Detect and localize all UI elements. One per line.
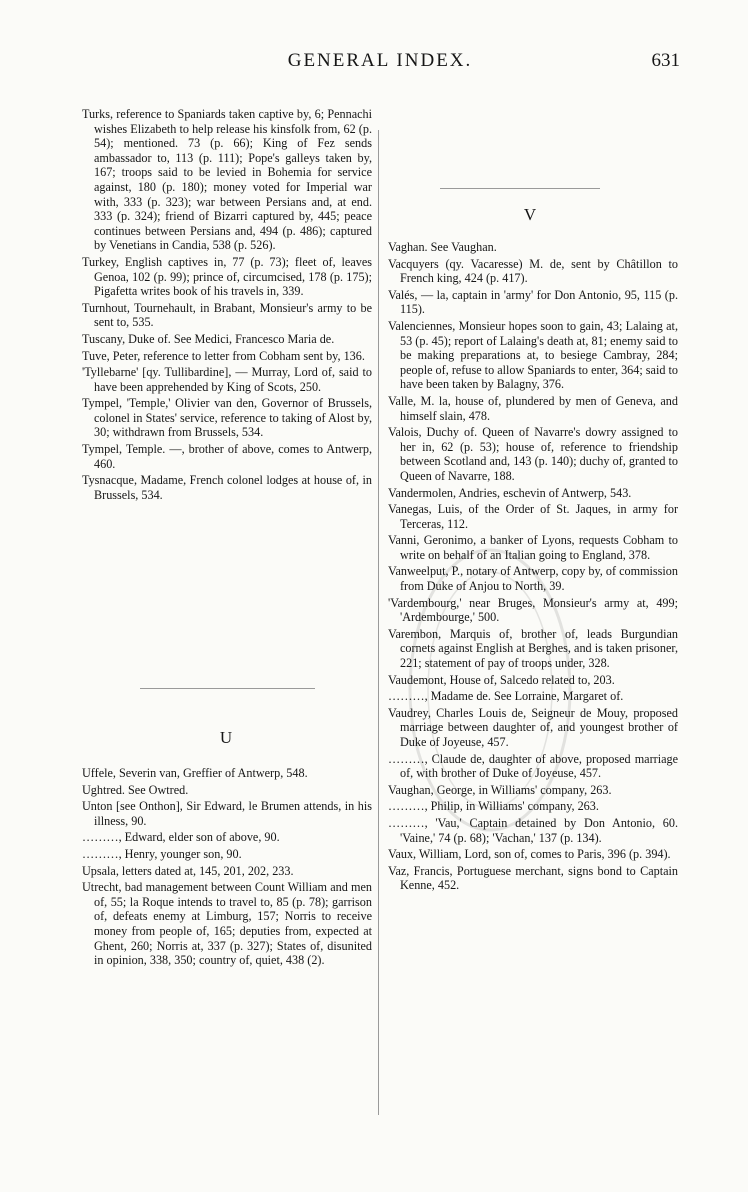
index-entry: 'Vardembourg,' near Bruges, Monsieur's army at, 499; 'Ardembourge,' 500. (388, 595, 678, 625)
index-entry: Tuscany, Duke of. See Medici, Francesco Maria de. (82, 331, 335, 346)
index-entry: Tuve, Peter, reference to letter from Cobham sent by, 136. (82, 348, 365, 363)
index-entry: ………, Henry, younger son, 90. (82, 846, 242, 861)
running-title: GENERAL INDEX. (287, 50, 473, 71)
index-entry: Vanni, Geronimo, a banker of Lyons, requests Cobham to write on behalf of an Italian going to England, 378. (388, 533, 678, 562)
index-entry: Turks, reference to Spaniards taken captive by, 6; Pennachi wishes Elizabeth to help release his kinsfolk from, 62 (p. 54); mentioned. 73 (p. 66); King of Fez sends ambassador to, 113 (p. 111); Pope's galleys taken by, 167; troops said to be levied in Bohemia for service against, 180 (p. 180); money voted for Imperial war with, 333 (p. 323); war between Persians and, at end. 333 (p. 324); friend of Bizarri captured by, 445; peace continues between Persians and, 494 (p. 486); captured by Venetians in Candia, 538 (p. 526). (82, 107, 372, 253)
index-entry: Valois, Duchy of. Queen of Navarre's dowry assigned to her in, 62 (p. 53); house of, reference to friendship between Scotland and, 143 (p. 140); duchy of, granted to Queen of Navarre, 188. (388, 425, 678, 483)
index-entry: Vaughan, George, in Williams' company, 263. (388, 782, 612, 797)
index-entry: ………, Madame de. See Lorraine, Margaret of. (388, 689, 624, 704)
library-stamp-watermark (400, 540, 580, 840)
index-entry: Uffele, Severin van, Greffier of Antwerp, 548. (82, 766, 308, 780)
index-entry: Valle, M. la, house of, plundered by men of Geneva, and himself slain, 478. (388, 393, 678, 423)
index-entry: Tympel, 'Temple,' Olivier van den, Governor of Brussels, colonel in States' service, reference to taking of Alost by, 30; withdrawn from Brussels, 534. (82, 396, 372, 440)
left-column (82, 107, 372, 504)
section-heading-v: V (523, 205, 537, 224)
index-entry: Turnhout, Tournehault, in Brabant, Monsieur's army to be sent to, 535. (82, 300, 372, 330)
index-entry: Vandermolen, Andries, eschevin of Antwerp, 543. (388, 485, 632, 500)
index-entry: Vacquyers (qy. Vacaresse) M. de, sent by Châtillon to French king, 424 (p. 417). (388, 256, 678, 286)
index-entry: Vaux, William, Lord, son of, comes to Paris, 396 (p. 394). (388, 847, 671, 862)
index-entry: Ughtred. See Owtred. (82, 782, 189, 797)
index-entry: Utrecht, bad management between Count William and men of, 55; la Roque intends to travel to, 85 (p. 78); garrison of, defeats enemy at Limburg, 157; Norris to receive money from people of, 165; deputies from, expected at Ghent, 260; Norris at, 337 (p. 327); States of, disunited in opinion, 338, 350; country of, quiet, 438 (2). (82, 880, 372, 968)
index-entry: Valenciennes, Monsieur hopes soon to gain, 43; Lalaing at, 53 (p. 45); report of Lalaing's death at, 81; enemy said to be making preparations at, to besiege Cambray, 284; people of, refuse to allow Spaniards to enter, 364; said to have been taken by Balagny, 376. (388, 318, 678, 392)
index-entry: Vaudrey, Charles Louis de, Seigneur de Mouy, proposed marriage between daughter of, and youngest brother of Duke of Joyeuse, 457. (388, 705, 678, 749)
index-entry: Vaz, Francis, Portuguese merchant, signs bond to Captain Kenne, 452. (388, 863, 678, 893)
u-section (82, 766, 372, 970)
index-entry: Vanegas, Luis, of the Order of St. Jaques, in army for Terceras, 112. (388, 502, 678, 531)
section-heading-u: U (219, 728, 233, 747)
index-entry: ………, Philip, in Williams' company, 263. (388, 799, 599, 814)
index-entry: Vaghan. See Vaughan. (388, 240, 497, 254)
section-rule (440, 188, 600, 189)
index-entry: Upsala, letters dated at, 145, 201, 202, 233. (82, 863, 294, 878)
index-entry: Vaudemont, House of, Salcedo related to, 203. (388, 672, 615, 687)
index-entry: Vanweelput, P., notary of Antwerp, copy by, of commission from Duke of Anjou to North, 39. (388, 564, 678, 594)
index-entry: Tympel, Temple. —, brother of above, comes to Antwerp, 460. (82, 442, 372, 471)
index-entry: ………, 'Vau,' Captain detained by Don Antonio, 60. 'Vaine,' 74 (p. 68); 'Vachan,' 137 (p. 134). (388, 815, 678, 845)
page-header (80, 50, 680, 78)
column-divider (378, 130, 379, 1115)
section-rule (140, 688, 315, 689)
index-entry: ………, Edward, elder son of above, 90. (82, 830, 280, 845)
index-entry: 'Tyllebarne' [qy. Tullibardine], — Murray, Lord of, said to have been apprehended by King of Scots, 250. (82, 365, 372, 394)
index-entry: Unton [see Onthon], Sir Edward, le Brumen attends, in his illness, 90. (82, 799, 372, 828)
index-entry: Turkey, English captives in, 77 (p. 73); fleet of, leaves Genoa, 102 (p. 99); prince of, circumcised, 178 (p. 175); Pigafetta writes book of his travels in, 339. (82, 254, 372, 299)
index-entry: ………, Claude de, daughter of above, proposed marriage of, with brother of Duke of Joyeuse, 457. (388, 751, 678, 781)
index-entry: Varembon, Marquis of, brother of, leads Burgundian cornets against English at Berghes, and is taken prisoner, 221; statement of pay of troops under, 328. (388, 626, 678, 671)
page-number: 631 (651, 50, 680, 71)
index-entry: Tysnacque, Madame, French colonel lodges at house of, in Brussels, 534. (82, 473, 372, 502)
index-entry: Valés, — la, captain in 'army' for Don Antonio, 95, 115 (p. 115). (388, 287, 678, 317)
